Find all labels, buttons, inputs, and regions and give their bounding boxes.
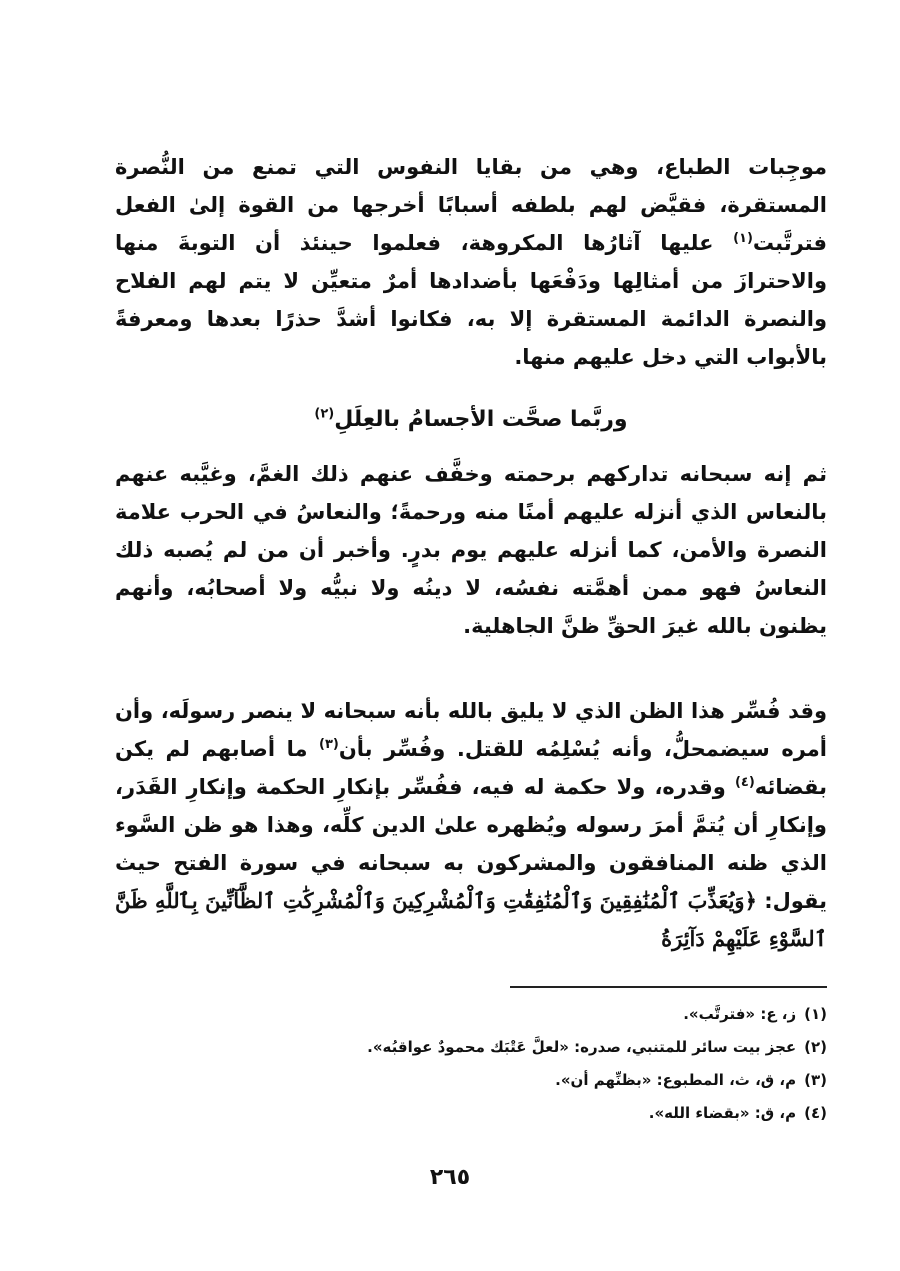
- footnote-item: [115, 1064, 827, 1097]
- footnote-item: [115, 1097, 827, 1130]
- footnote-item: [115, 998, 827, 1031]
- paragraph-1-continuation: عليها آثارُها المكروهة، فعلموا حينئذ أن التوبةَ منها والاحترازَ من أمثالِها ودَفْعَها بأضدادها أمرٌ متعيِّن لا يتم لهم الفلاح والنصرة الدائمة المستقرة إلا به، فكانوا أشدَّ حذرًا بعدها ومعرفةً بالأبواب التي دخل عليهم منها.: [115, 231, 827, 369]
- footnote-text: ز، ع: «فترتَّب».: [683, 1005, 797, 1023]
- paragraph-3-text-c: وقدره، ولا حكمة له فيه، ففُسِّر بإنكارِ الحكمة وإنكارِ القَدَر، وإنكارِ أن يُتمَّ أمرَ رسوله ويُظهره علىٰ الدين كلِّه، وهذا هو ظن السَّوء الذي ظنه المنافقون والمشركون به سبحانه في سورة الفتح حيث يقول:: [115, 775, 827, 913]
- page-number: ٢٦٥: [429, 1165, 471, 1190]
- footnote-ref-3: (٣): [319, 737, 339, 752]
- footnote-item: [115, 1031, 827, 1064]
- footnote-ref-4: (٤): [734, 775, 755, 790]
- quran-verse: ﴿وَيُعَذِّبَ ٱلْمُنَٰفِقِينَ وَٱلْمُنَٰفِقَٰتِ وَٱلْمُشْرِكِينَ وَٱلْمُشْرِكَٰتِ ٱلظَّآنِّينَ بِٱللَّهِ ظَنَّ ٱلسَّوْءِ عَلَيْهِمْ دَآئِرَةُ: [115, 888, 827, 951]
- footnote-text: عجز بيت سائر للمتنبي، صدره: «لعلَّ عَتْبَك محمودٌ عواقبُه».: [367, 1038, 797, 1056]
- poetry-verse: [115, 400, 827, 440]
- verse-text: وربَّما صحَّت الأجسامُ بالعِلَلِ: [334, 407, 628, 432]
- footnote-number: (١): [804, 1005, 827, 1023]
- paragraph-3-text-a: وقد فُسِّر هذا الظن الذي لا يليق بالله بأنه سبحانه لا ينصر رسولَه، وأن أمره سيضمحلُّ، وأنه يُسْلِمُه للقتل. وفُسِّر بأن: [115, 699, 827, 761]
- footnote-ref-1: (١): [733, 231, 753, 246]
- footnote-number: (٤): [804, 1104, 827, 1122]
- footnote-separator: [510, 986, 827, 988]
- footnote-text: م، ق، ث، المطبوع: «بظنِّهم أن».: [555, 1071, 797, 1089]
- footnotes: [115, 998, 827, 1130]
- paragraph-1: [115, 148, 827, 376]
- paragraph-2-text: ثم إنه سبحانه تداركهم برحمته وخفَّف عنهم ذلك الغمَّ، وغيَّبه عنهم بالنعاس الذي أنزله عليهم أمنًا منه ورحمةً؛ والنعاسُ في الحرب علامة النصرة والأمن، كما أنزله عليهم يوم بدرٍ. وأخبر أن من لم يُصبه ذلك النعاسُ فهو ممن أهمَّته نفسُه، لا دينُه ولا نبيُّه ولا أصحابُه، وأنهم يظنون بالله غيرَ الحقِّ ظنَّ الجاهلية.: [115, 462, 827, 638]
- paragraph-1-text: موجِبات الطباع، وهي من بقايا النفوس التي تمنع من النُّصرة المستقرة، فقيَّض لهم بلطفه أسبابًا أخرجها من القوة إلىٰ الفعل فترتَّبت: [115, 155, 827, 255]
- footnote-text: م، ق: «بقضاء الله».: [648, 1104, 797, 1122]
- paragraph-3-text-b: ما أصابهم لم يكن بقضائه: [115, 737, 827, 799]
- footnote-number: (٢): [804, 1038, 827, 1056]
- footnote-ref-2: (٢): [314, 406, 335, 422]
- paragraph-3: [115, 692, 827, 958]
- footnote-number: (٣): [804, 1071, 827, 1089]
- paragraph-2: [115, 455, 827, 645]
